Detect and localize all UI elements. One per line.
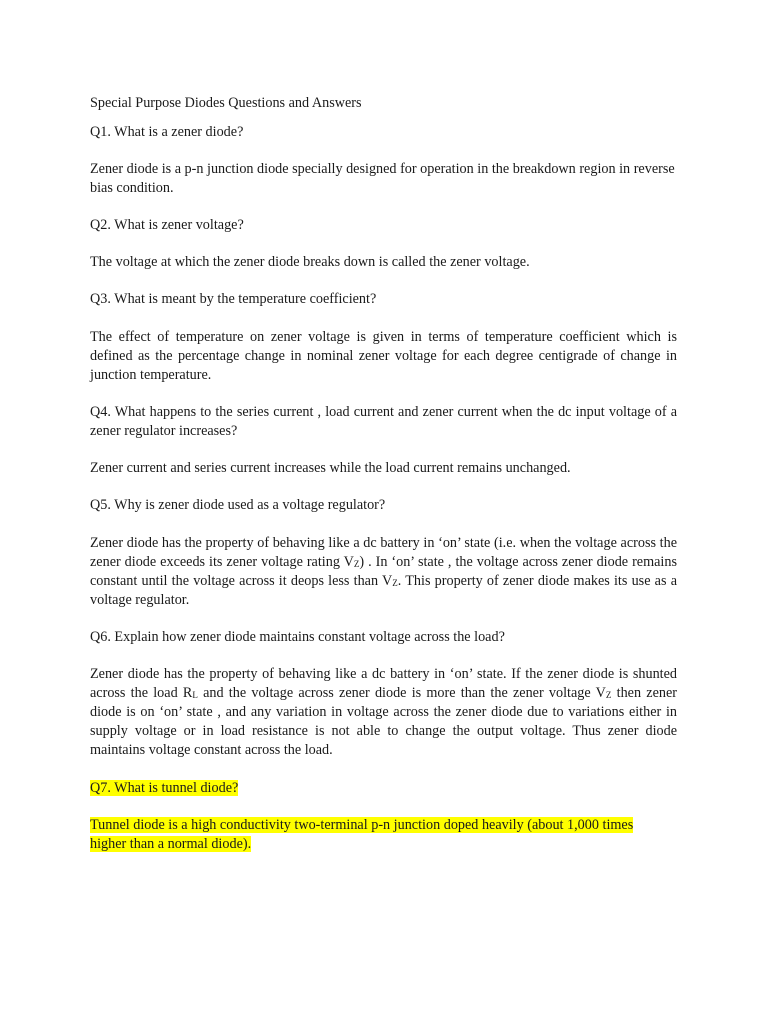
question-5: Q5. Why is zener diode used as a voltage regulator? [90,497,386,513]
question-7 [90,779,677,798]
question-4: Q4. What happens to the series current , load current and zener current when the dc input voltage of a zener regulator increases? [90,404,677,439]
answer-6-text-3: then zener diode is on ‘on’ state , and any variation in voltage across the zener diode due to variations either in supply voltage or in load resistance is not able to change the output voltage. Thus zener diode maintains voltage constant across the load. [90,685,677,758]
answer-2: The voltage at which the zener diode breaks down is called the zener voltage. [90,254,530,270]
question-1: Q1. What is a zener diode? [90,124,244,140]
answer-5-text-3: . This property of zener diode makes its use as a voltage regulator. [90,573,677,608]
question-3: Q3. What is meant by the temperature coefficient? [90,291,377,307]
highlighted-question-7: Q7. What is tunnel diode? [90,780,239,796]
answer-5-text-2: ) . In ‘on’ state , the voltage across zener diode remains constant until the voltage across it deops less than V [90,554,677,589]
zener-voltage-subscript: Z [605,690,612,700]
answer-3: The effect of temperature on zener voltage is given in terms of temperature coefficient which is defined as the percentage change in nominal zener voltage for each degree centigrade of change in junction temperature. [90,329,677,383]
zener-voltage-subscript: Z [353,559,360,569]
highlighted-answer-7-line-2: higher than a normal diode). [90,836,252,852]
highlighted-answer-7-line-1: Tunnel diode is a high conductivity two-terminal p-n junction doped heavily (about 1,000 times [90,817,634,833]
answer-4: Zener current and series current increases while the load current remains unchanged. [90,460,571,476]
answer-5 [90,534,677,610]
answer-6-text-2: and the voltage across zener diode is more than the zener voltage V [197,685,606,701]
answer-7 [90,816,677,854]
answer-1: Zener diode is a p-n junction diode specially designed for operation in the breakdown region in reverse bias condition. [90,161,675,196]
answer-5-text-1: Zener diode has the property of behaving like a dc battery in ‘on’ state (i.e. when the voltage across the zener diode exceeds its zener voltage rating V [90,535,677,570]
answer-6 [90,665,677,760]
question-2: Q2. What is zener voltage? [90,217,244,233]
answer-6-text-1: Zener diode has the property of behaving like a dc battery in ‘on’ state. If the zener diode is shunted across the load R [90,666,677,701]
question-6: Q6. Explain how zener diode maintains constant voltage across the load? [90,629,505,645]
zener-voltage-subscript: Z [392,578,398,588]
load-resistance-subscript: L [192,690,198,700]
document-title: Special Purpose Diodes Questions and Answers [90,95,362,111]
